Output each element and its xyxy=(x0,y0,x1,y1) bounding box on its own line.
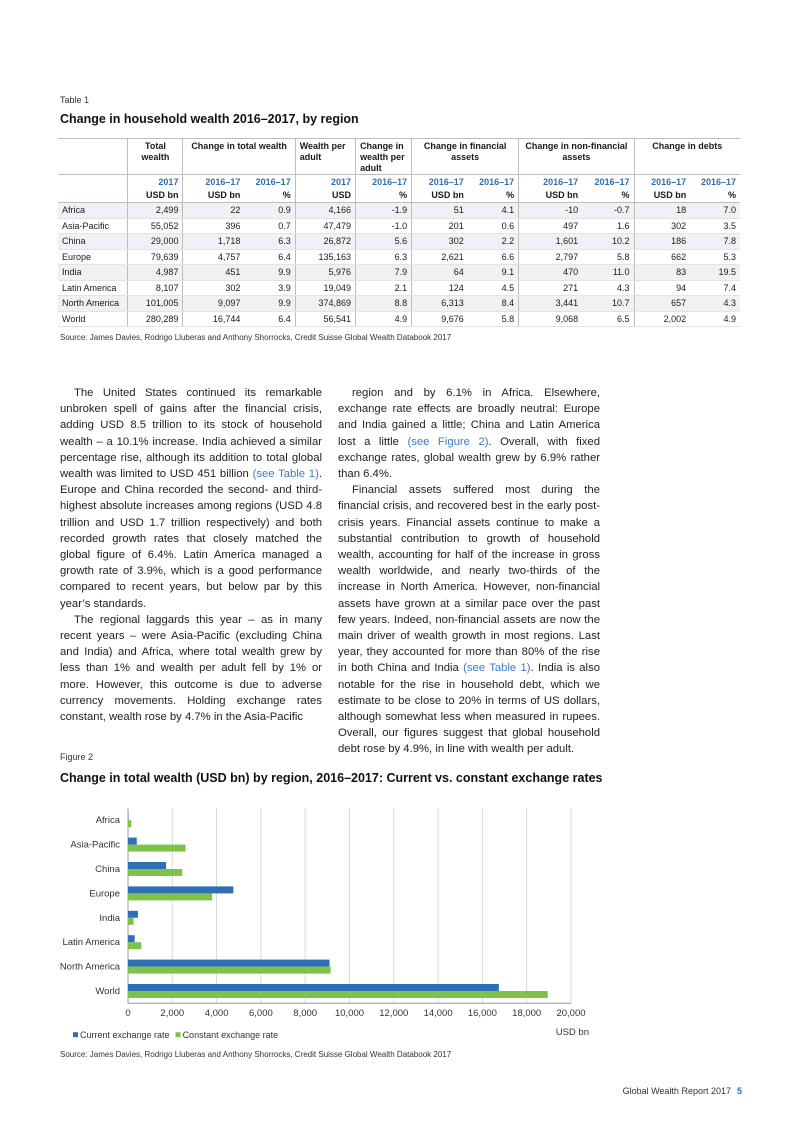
table-cell: 94 xyxy=(634,280,690,296)
x-tick-label: 12,000 xyxy=(379,1008,409,1020)
table-cell: 29,000 xyxy=(128,234,183,250)
table-unit-header: USD xyxy=(295,189,355,203)
table-row xyxy=(58,280,740,296)
table-year-header: 2016–17 xyxy=(468,175,519,189)
table-cell: 10.2 xyxy=(582,234,634,250)
x-tick-label: 2,000 xyxy=(160,1008,185,1020)
table-cell: 4,987 xyxy=(128,265,183,281)
table-group-header: Change in total wealth xyxy=(183,139,295,175)
category-label: China xyxy=(95,864,120,875)
x-tick-label: 0 xyxy=(125,1008,131,1020)
bar xyxy=(128,862,166,869)
table-cell: 3.5 xyxy=(690,218,740,234)
table-unit-header: % xyxy=(468,189,519,203)
table-row-label: Africa xyxy=(58,203,128,219)
table-cell: 8,107 xyxy=(128,280,183,296)
table-cell: 2,621 xyxy=(412,249,468,265)
x-tick-label: 4,000 xyxy=(204,1008,229,1020)
table-cell: 4.1 xyxy=(468,203,519,219)
table-cell: 10.7 xyxy=(582,296,634,312)
table-cell: -10 xyxy=(519,203,583,219)
table-cell: 19.5 xyxy=(690,265,740,281)
table-cell: 5.6 xyxy=(356,234,412,250)
cross-reference-link[interactable]: (see Table 1) xyxy=(252,468,319,481)
body-column-left xyxy=(60,385,322,725)
x-tick-label: 16,000 xyxy=(467,1008,497,1020)
legend-label: Current exchange rate xyxy=(80,1030,170,1041)
legend-swatch xyxy=(73,1032,78,1037)
table-cell: 56,541 xyxy=(295,311,355,327)
bar xyxy=(128,967,331,974)
table-cell: 47,479 xyxy=(295,218,355,234)
table-cell: -0.7 xyxy=(582,203,634,219)
report-name: Global Wealth Report 2017 xyxy=(622,1086,731,1096)
table-year-header: 2016–17 xyxy=(356,175,412,189)
bar xyxy=(128,838,137,845)
table-cell: 0.7 xyxy=(244,218,295,234)
table-row-label: North America xyxy=(58,296,128,312)
legend-label: Constant exchange rate xyxy=(182,1030,279,1041)
table-cell: 2.2 xyxy=(468,234,519,250)
body-column-right xyxy=(338,385,600,758)
x-axis-label: USD bn xyxy=(555,1027,589,1039)
table-cell: 9,676 xyxy=(412,311,468,327)
table-unit-header: USD bn xyxy=(183,189,244,203)
body-paragraph xyxy=(60,612,322,725)
table-title: Change in household wealth 2016–2017, by region xyxy=(60,112,359,126)
table-row-label: World xyxy=(58,311,128,327)
table-cell: 18 xyxy=(634,203,690,219)
page-number: 5 xyxy=(736,1086,742,1096)
table-cell: 16,744 xyxy=(183,311,244,327)
table-label: Table 1 xyxy=(60,95,90,105)
table-cell: 9.9 xyxy=(244,265,295,281)
table-source: Source: James Davies, Rodrigo Lluberas and Anthony Shorrocks, Credit Suisse Global Wealth Databook 2017 xyxy=(60,333,452,342)
table-cell: 9.1 xyxy=(468,265,519,281)
table-cell: 7.8 xyxy=(690,234,740,250)
bar xyxy=(128,820,131,827)
table-unit-header: % xyxy=(244,189,295,203)
figure-label: Figure 2 xyxy=(60,752,94,762)
bar xyxy=(128,918,134,925)
table-cell: 1.6 xyxy=(582,218,634,234)
table-cell: 4.5 xyxy=(468,280,519,296)
x-tick-label: 14,000 xyxy=(423,1008,453,1020)
body-text: Financial assets suffered most during the financial crisis, and recovered best in the early post-crisis years. Financial assets continue to make a substantial contribution to growth of household wealth, accounting for half of the increase in gross wealth worldwide, and nearly two-thirds of the increase in North America. However, non-financial assets have grown at a similar pace over the past few years. Indeed, non-financial assets are now the main driver of wealth growth in most regions. Last year, they accounted for more than 80% of the rise in both China and India xyxy=(338,484,600,675)
bar xyxy=(128,935,135,942)
table-cell: 9.9 xyxy=(244,296,295,312)
table-cell: -1.9 xyxy=(356,203,412,219)
table-cell: 79,639 xyxy=(128,249,183,265)
wealth-change-chart xyxy=(0,800,800,1045)
table-cell: 4.9 xyxy=(690,311,740,327)
table-row-label: Asia-Pacific xyxy=(58,218,128,234)
bar xyxy=(128,984,499,991)
table-cell: 19,049 xyxy=(295,280,355,296)
table-cell: -1.0 xyxy=(356,218,412,234)
page-footer xyxy=(623,1086,742,1096)
table-cell: 26,872 xyxy=(295,234,355,250)
category-label: Latin America xyxy=(62,937,120,949)
table-year-header: 2017 xyxy=(128,175,183,189)
table-cell: 7.9 xyxy=(356,265,412,281)
table-group-header: Change in financial assets xyxy=(412,139,519,175)
table-cell: 451 xyxy=(183,265,244,281)
table-unit-header: % xyxy=(690,189,740,203)
table-cell: 4.9 xyxy=(356,311,412,327)
table-year-header: 2016–17 xyxy=(412,175,468,189)
body-text: . Europe and China recorded the second- and third-highest absolute increases among regions (USD 4.8 trillion and USD 1.7 trillion respectively) and both recorded growth rates that closely matched the global figure of 6.4%. Latin America managed a growth rate of 3.9%, which is a good performance compared to recent years, but below par by this year’s standards. xyxy=(60,468,322,610)
table-unit-header: % xyxy=(582,189,634,203)
table-year-header: 2016–17 xyxy=(244,175,295,189)
table-cell: 5.8 xyxy=(582,249,634,265)
table-cell: 5.8 xyxy=(468,311,519,327)
table-row-label: Europe xyxy=(58,249,128,265)
table-cell: 6.5 xyxy=(582,311,634,327)
table-year-header: 2016–17 xyxy=(634,175,690,189)
table-row xyxy=(58,234,740,250)
table-row xyxy=(58,296,740,312)
table-cell: 302 xyxy=(183,280,244,296)
table-year-header: 2016–17 xyxy=(582,175,634,189)
table-cell: 0.6 xyxy=(468,218,519,234)
table-cell: 3.9 xyxy=(244,280,295,296)
table-cell: 1,601 xyxy=(519,234,583,250)
table-cell: 657 xyxy=(634,296,690,312)
table-cell: 135,163 xyxy=(295,249,355,265)
table-row-label: China xyxy=(58,234,128,250)
table-cell: 64 xyxy=(412,265,468,281)
table-unit-header: USD bn xyxy=(634,189,690,203)
category-label: North America xyxy=(59,961,120,973)
table-cell: 7.0 xyxy=(690,203,740,219)
table-cell: 0.9 xyxy=(244,203,295,219)
table-cell: 1,718 xyxy=(183,234,244,250)
table-cell: 201 xyxy=(412,218,468,234)
table-cell: 6.3 xyxy=(356,249,412,265)
bar xyxy=(128,942,141,949)
category-label: Africa xyxy=(95,815,120,827)
table-group-header: Change in wealth per adult xyxy=(356,139,412,175)
table-unit-header: USD bn xyxy=(128,189,183,203)
table-cell: 9,097 xyxy=(183,296,244,312)
category-label: Europe xyxy=(89,888,120,900)
legend-swatch xyxy=(176,1032,181,1037)
table-cell: 101,005 xyxy=(128,296,183,312)
table-cell: 4.3 xyxy=(690,296,740,312)
table-unit-header: USD bn xyxy=(412,189,468,203)
bar xyxy=(128,869,182,876)
table-cell: 4,166 xyxy=(295,203,355,219)
table-cell: 6.3 xyxy=(244,234,295,250)
body-text: The regional laggards this year – as in many recent years – were Asia-Pacific (excluding China and India) and Africa, where total wealth grew by less than 1% and wealth per adult fell by 1% or more. However, this outcome is due to adverse currency movements. Holding exchange rates constant, wealth rose by 4.7% in the Asia-Pacific xyxy=(60,613,322,724)
table-row xyxy=(58,203,740,219)
table-unit-header: USD bn xyxy=(519,189,583,203)
table-group-header: Total wealth xyxy=(128,139,183,175)
table-cell: 2,499 xyxy=(128,203,183,219)
table-cell: 470 xyxy=(519,265,583,281)
table-cell: 280,289 xyxy=(128,311,183,327)
table-year-header: 2016–17 xyxy=(690,175,740,189)
table-unit-header: % xyxy=(356,189,412,203)
body-text: . Overall, with fixed exchange rates, global wealth grew by 6.9% rather than 6.4%. xyxy=(338,435,601,481)
table-group-header: Change in non-financial assets xyxy=(519,139,634,175)
body-paragraph xyxy=(338,385,600,482)
body-text: region and by 6.1% in Africa. Elsewhere, exchange rate effects are broadly neutral: Europe and India gained a little; China and Latin America lost a little xyxy=(338,387,600,448)
wealth-table xyxy=(58,138,740,327)
table-cell: 2,002 xyxy=(634,311,690,327)
figure-title: Change in total wealth (USD bn) by region, 2016–2017: Current vs. constant exchange rates xyxy=(60,771,603,785)
table-corner xyxy=(58,189,128,203)
table-cell: 6,313 xyxy=(412,296,468,312)
table-row xyxy=(58,218,740,234)
body-text: . India is also notable for the rise in household debt, which we estimate to be close to 20% in terms of US dollars, although somewhat less when measured in rupees. Overall, our figures suggest that global household debt rose by 4.9%, in line with wealth per adult. xyxy=(338,662,600,756)
bar xyxy=(128,886,233,893)
table-cell: 662 xyxy=(634,249,690,265)
table-cell: 4,757 xyxy=(183,249,244,265)
bar xyxy=(128,960,329,967)
table-year-header: 2016–17 xyxy=(519,175,583,189)
body-paragraph xyxy=(338,482,600,757)
figure-source: Source: James Davies, Rodrigo Lluberas and Anthony Shorrocks, Credit Suisse Global Wealth Databook 2017 xyxy=(60,1050,452,1059)
table-row-label: India xyxy=(58,265,128,281)
bar xyxy=(128,911,138,918)
table-cell: 186 xyxy=(634,234,690,250)
x-tick-label: 20,000 xyxy=(556,1008,586,1020)
bar xyxy=(128,845,186,852)
bar xyxy=(128,991,548,998)
body-paragraph xyxy=(60,385,322,612)
table-corner xyxy=(58,139,128,175)
table-cell: 5,976 xyxy=(295,265,355,281)
category-label: World xyxy=(95,986,120,997)
table-cell: 396 xyxy=(183,218,244,234)
table-cell: 55,052 xyxy=(128,218,183,234)
table-cell: 124 xyxy=(412,280,468,296)
table-cell: 9,068 xyxy=(519,311,583,327)
table-cell: 22 xyxy=(183,203,244,219)
table-row xyxy=(58,249,740,265)
table-cell: 6.6 xyxy=(468,249,519,265)
table-cell: 8.8 xyxy=(356,296,412,312)
table-cell: 6.4 xyxy=(244,311,295,327)
table-cell: 6.4 xyxy=(244,249,295,265)
table-row-label: Latin America xyxy=(58,280,128,296)
table-cell: 302 xyxy=(412,234,468,250)
body-text: The United States continued its remarkable unbroken spell of gains after the financial crisis, adding USD 8.5 trillion to its stock of household wealth – a 10.1% increase. India achieved a similar percentage rise, although its addition to total global wealth was limited to USD 451 billion xyxy=(60,387,322,481)
table-year-header: 2017 xyxy=(295,175,355,189)
x-tick-label: 6,000 xyxy=(249,1008,273,1020)
table-cell: 271 xyxy=(519,280,583,296)
table-group-header: Change in debts xyxy=(634,139,740,175)
table-cell: 7.4 xyxy=(690,280,740,296)
table-cell: 5.3 xyxy=(690,249,740,265)
table-corner xyxy=(58,175,128,189)
table-cell: 83 xyxy=(634,265,690,281)
category-label: India xyxy=(99,912,120,924)
x-tick-label: 18,000 xyxy=(512,1008,542,1020)
table-cell: 11.0 xyxy=(582,265,634,281)
table-group-header: Wealth per adult xyxy=(295,139,355,175)
table-cell: 4.3 xyxy=(582,280,634,296)
cross-reference-link[interactable]: (see Figure 2) xyxy=(407,435,489,448)
category-label: Asia-Pacific xyxy=(70,839,120,851)
table-year-header: 2016–17 xyxy=(183,175,244,189)
table-row xyxy=(58,311,740,327)
table-cell: 2.1 xyxy=(356,280,412,296)
table-row xyxy=(58,265,740,281)
x-tick-label: 8,000 xyxy=(293,1008,318,1020)
table-cell: 8.4 xyxy=(468,296,519,312)
cross-reference-link[interactable]: (see Table 1) xyxy=(463,662,531,675)
table-cell: 3,441 xyxy=(519,296,583,312)
table-cell: 374,869 xyxy=(295,296,355,312)
table-cell: 302 xyxy=(634,218,690,234)
bar xyxy=(128,893,212,900)
table-cell: 497 xyxy=(519,218,583,234)
x-tick-label: 10,000 xyxy=(334,1008,365,1020)
table-cell: 2,797 xyxy=(519,249,583,265)
table-cell: 51 xyxy=(412,203,468,219)
